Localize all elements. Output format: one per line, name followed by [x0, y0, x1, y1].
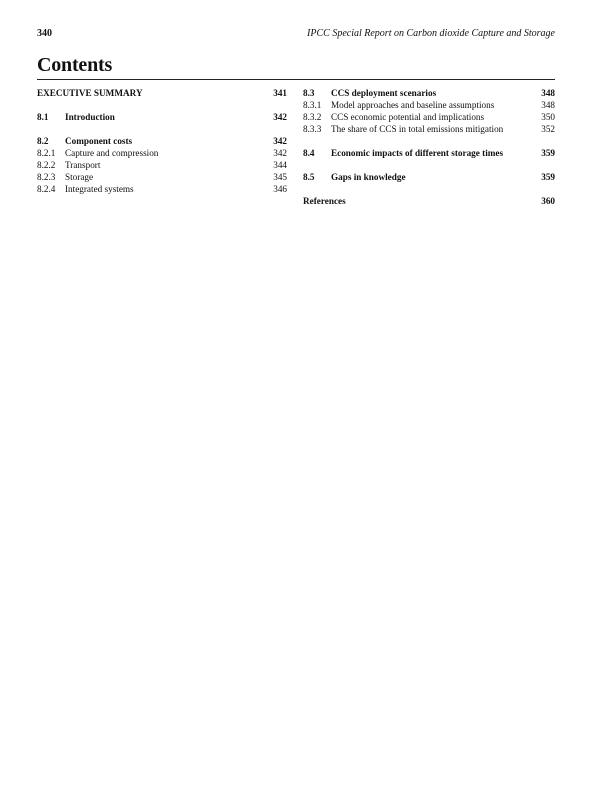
toc-entry-label: Introduction	[65, 112, 115, 122]
toc-entry-page: 359	[541, 148, 555, 158]
toc-entry-page: 341	[273, 88, 287, 98]
toc-entry-number: 8.3.3	[303, 124, 322, 134]
toc-entry-8-2-3[interactable]	[37, 171, 287, 183]
toc-entry-label: CCS economic potential and implications	[331, 112, 485, 122]
toc-entry-label: Component costs	[65, 136, 133, 146]
toc-entry-8-2-2[interactable]	[37, 159, 287, 171]
toc-entry-label: Economic impacts of different storage times	[331, 148, 504, 158]
toc-entry-references[interactable]	[303, 195, 555, 207]
toc-entry-number: 8.4	[303, 148, 315, 158]
toc-entry-page: 350	[541, 112, 555, 122]
toc-entry-label: The share of CCS in total emissions mitigation	[331, 124, 504, 134]
toc-entry-8-3-2[interactable]	[303, 111, 555, 123]
toc-entry-page: 348	[541, 88, 555, 98]
toc-entry-number: 8.3.2	[303, 112, 322, 122]
toc-entry-8-2-1[interactable]	[37, 147, 287, 159]
toc-entry-number: 8.3.1	[303, 100, 322, 110]
toc-entry-8-3-3[interactable]	[303, 123, 555, 135]
toc-entry-number: 8.2	[37, 136, 49, 146]
toc-entry-8-3[interactable]	[303, 87, 555, 99]
running-head: IPCC Special Report on Carbon dioxide Capture and Storage	[307, 28, 555, 39]
toc-entry-page: 359	[541, 172, 555, 182]
toc-entry-number: 8.2.4	[37, 184, 56, 194]
toc-entry-label: Integrated systems	[65, 184, 134, 194]
toc-entry-executive-summary[interactable]	[37, 87, 287, 99]
title-rule	[37, 79, 555, 80]
page-number: 340	[37, 28, 52, 39]
toc-entry-number: 8.5	[303, 172, 315, 182]
toc-entry-label: Capture and compression	[65, 148, 159, 158]
toc-entry-label: CCS deployment scenarios	[331, 88, 437, 98]
toc-right-column	[303, 87, 555, 207]
toc-entry-8-3-1[interactable]	[303, 99, 555, 111]
toc-entry-label: Model approaches and baseline assumptions	[331, 100, 495, 110]
toc-entry-page: 348	[541, 100, 555, 110]
toc-entry-8-4[interactable]	[303, 147, 555, 159]
toc-entry-page: 342	[273, 112, 287, 122]
toc-entry-label: Storage	[65, 172, 94, 182]
toc-entry-label: Gaps in knowledge	[331, 172, 406, 182]
toc-entry-8-2[interactable]	[37, 135, 287, 147]
toc-entry-page: 344	[273, 160, 287, 170]
toc-entry-page: 346	[273, 184, 287, 194]
toc-entry-8-2-4[interactable]	[37, 183, 287, 195]
toc-entry-number: 8.1	[37, 112, 49, 122]
toc-entry-page: 342	[273, 136, 287, 146]
toc-entry-number: 8.3	[303, 88, 315, 98]
toc-entry-page: 352	[541, 124, 555, 134]
toc-entry-page: 360	[541, 196, 555, 206]
toc-entry-page: 342	[273, 148, 287, 158]
toc-entry-label: Transport	[65, 160, 101, 170]
page-title: Contents	[37, 54, 113, 76]
toc-entry-number: 8.2.3	[37, 172, 56, 182]
toc-entry-number: 8.2.2	[37, 160, 56, 170]
toc-left-column	[37, 87, 287, 195]
toc-entry-page: 345	[273, 172, 287, 182]
toc-entry-8-1[interactable]	[37, 111, 287, 123]
toc-entry-number: 8.2.1	[37, 148, 56, 158]
toc-entry-8-5[interactable]	[303, 171, 555, 183]
toc-entry-label: EXECUTIVE SUMMARY	[37, 88, 143, 98]
toc-entry-label: References	[303, 196, 346, 206]
